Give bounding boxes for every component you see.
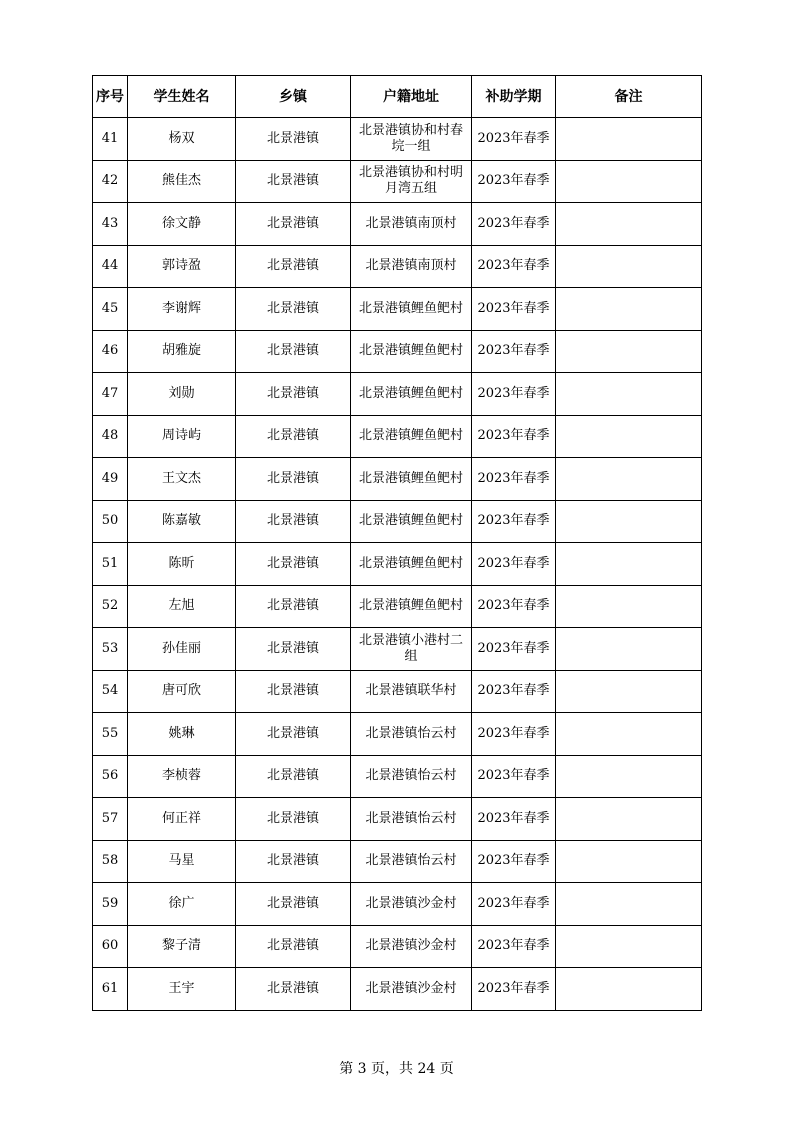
cell-subsidy-term: 2023年春季 xyxy=(472,585,556,628)
cell-township: 北景港镇 xyxy=(236,245,351,288)
cell-subsidy-term: 2023年春季 xyxy=(472,713,556,756)
cell-student-name: 王宇 xyxy=(128,968,236,1011)
cell-student-name: 唐可欣 xyxy=(128,670,236,713)
cell-township: 北景港镇 xyxy=(236,373,351,416)
cell-remarks xyxy=(556,585,702,628)
table-row xyxy=(93,373,702,416)
cell-index: 51 xyxy=(93,543,128,586)
cell-remarks xyxy=(556,160,702,203)
table-row xyxy=(93,500,702,543)
table-row xyxy=(93,925,702,968)
cell-township: 北景港镇 xyxy=(236,628,351,671)
cell-subsidy-term: 2023年春季 xyxy=(472,203,556,246)
cell-household-address: 北景港镇鲤鱼鲃村 xyxy=(351,500,472,543)
header-index: 序号 xyxy=(93,76,128,118)
cell-household-address: 北景港镇鲤鱼鲃村 xyxy=(351,458,472,501)
cell-student-name: 姚琳 xyxy=(128,713,236,756)
table-row xyxy=(93,415,702,458)
cell-township: 北景港镇 xyxy=(236,883,351,926)
cell-remarks xyxy=(556,288,702,331)
cell-index: 58 xyxy=(93,840,128,883)
cell-household-address: 北景港镇怡云村 xyxy=(351,840,472,883)
cell-index: 59 xyxy=(93,883,128,926)
cell-remarks xyxy=(556,968,702,1011)
cell-subsidy-term: 2023年春季 xyxy=(472,330,556,373)
cell-remarks xyxy=(556,543,702,586)
cell-township: 北景港镇 xyxy=(236,160,351,203)
cell-student-name: 王文杰 xyxy=(128,458,236,501)
table-row xyxy=(93,713,702,756)
cell-subsidy-term: 2023年春季 xyxy=(472,543,556,586)
table-row xyxy=(93,160,702,203)
cell-subsidy-term: 2023年春季 xyxy=(472,968,556,1011)
cell-subsidy-term: 2023年春季 xyxy=(472,415,556,458)
cell-student-name: 陈嘉敏 xyxy=(128,500,236,543)
cell-student-name: 马星 xyxy=(128,840,236,883)
cell-index: 45 xyxy=(93,288,128,331)
cell-household-address: 北景港镇怡云村 xyxy=(351,798,472,841)
header-household-address: 户籍地址 xyxy=(351,76,472,118)
cell-township: 北景港镇 xyxy=(236,925,351,968)
page-number-footer: 第 3 页，共 24 页 xyxy=(339,1061,454,1077)
cell-student-name: 胡雅旋 xyxy=(128,330,236,373)
cell-household-address: 北景港镇怡云村 xyxy=(351,755,472,798)
cell-township: 北景港镇 xyxy=(236,585,351,628)
cell-student-name: 左旭 xyxy=(128,585,236,628)
cell-township: 北景港镇 xyxy=(236,755,351,798)
cell-household-address: 北景港镇鲤鱼鲃村 xyxy=(351,585,472,628)
cell-subsidy-term: 2023年春季 xyxy=(472,500,556,543)
cell-subsidy-term: 2023年春季 xyxy=(472,840,556,883)
cell-index: 55 xyxy=(93,713,128,756)
cell-household-address: 北景港镇小港村二组 xyxy=(351,628,472,671)
table-row xyxy=(93,628,702,671)
cell-household-address: 北景港镇协和村春垸一组 xyxy=(351,118,472,161)
cell-index: 48 xyxy=(93,415,128,458)
cell-index: 54 xyxy=(93,670,128,713)
cell-township: 北景港镇 xyxy=(236,203,351,246)
cell-remarks xyxy=(556,500,702,543)
cell-subsidy-term: 2023年春季 xyxy=(472,925,556,968)
table-row xyxy=(93,840,702,883)
cell-household-address: 北景港镇南顶村 xyxy=(351,245,472,288)
table-row xyxy=(93,330,702,373)
cell-index: 49 xyxy=(93,458,128,501)
cell-township: 北景港镇 xyxy=(236,415,351,458)
cell-township: 北景港镇 xyxy=(236,840,351,883)
table-row xyxy=(93,585,702,628)
cell-township: 北景港镇 xyxy=(236,330,351,373)
cell-index: 44 xyxy=(93,245,128,288)
cell-remarks xyxy=(556,245,702,288)
cell-index: 56 xyxy=(93,755,128,798)
cell-student-name: 徐广 xyxy=(128,883,236,926)
cell-student-name: 陈昕 xyxy=(128,543,236,586)
table-row xyxy=(93,245,702,288)
cell-index: 53 xyxy=(93,628,128,671)
cell-household-address: 北景港镇鲤鱼鲃村 xyxy=(351,288,472,331)
cell-index: 61 xyxy=(93,968,128,1011)
cell-remarks xyxy=(556,798,702,841)
cell-remarks xyxy=(556,330,702,373)
header-township: 乡镇 xyxy=(236,76,351,118)
cell-remarks xyxy=(556,755,702,798)
cell-subsidy-term: 2023年春季 xyxy=(472,798,556,841)
cell-student-name: 杨双 xyxy=(128,118,236,161)
cell-township: 北景港镇 xyxy=(236,288,351,331)
table-row xyxy=(93,458,702,501)
cell-student-name: 熊佳杰 xyxy=(128,160,236,203)
cell-index: 41 xyxy=(93,118,128,161)
cell-student-name: 黎子清 xyxy=(128,925,236,968)
cell-subsidy-term: 2023年春季 xyxy=(472,883,556,926)
cell-household-address: 北景港镇南顶村 xyxy=(351,203,472,246)
cell-township: 北景港镇 xyxy=(236,968,351,1011)
cell-household-address: 北景港镇鲤鱼鲃村 xyxy=(351,330,472,373)
table-body xyxy=(93,118,702,1011)
cell-household-address: 北景港镇鲤鱼鲃村 xyxy=(351,543,472,586)
cell-township: 北景港镇 xyxy=(236,670,351,713)
cell-township: 北景港镇 xyxy=(236,458,351,501)
cell-household-address: 北景港镇鲤鱼鲃村 xyxy=(351,415,472,458)
cell-student-name: 周诗屿 xyxy=(128,415,236,458)
cell-remarks xyxy=(556,415,702,458)
cell-index: 43 xyxy=(93,203,128,246)
cell-index: 46 xyxy=(93,330,128,373)
table-row xyxy=(93,203,702,246)
cell-township: 北景港镇 xyxy=(236,713,351,756)
cell-subsidy-term: 2023年春季 xyxy=(472,245,556,288)
header-remarks: 备注 xyxy=(556,76,702,118)
cell-remarks xyxy=(556,670,702,713)
cell-household-address: 北景港镇协和村明月湾五组 xyxy=(351,160,472,203)
cell-index: 42 xyxy=(93,160,128,203)
cell-subsidy-term: 2023年春季 xyxy=(472,458,556,501)
table-row xyxy=(93,883,702,926)
cell-township: 北景港镇 xyxy=(236,798,351,841)
cell-index: 57 xyxy=(93,798,128,841)
cell-remarks xyxy=(556,373,702,416)
cell-subsidy-term: 2023年春季 xyxy=(472,160,556,203)
cell-subsidy-term: 2023年春季 xyxy=(472,755,556,798)
cell-student-name: 何正祥 xyxy=(128,798,236,841)
subsidy-table xyxy=(92,75,702,1011)
cell-remarks xyxy=(556,628,702,671)
cell-index: 60 xyxy=(93,925,128,968)
cell-student-name: 徐文静 xyxy=(128,203,236,246)
cell-index: 47 xyxy=(93,373,128,416)
cell-student-name: 李谢辉 xyxy=(128,288,236,331)
cell-index: 50 xyxy=(93,500,128,543)
table-row xyxy=(93,118,702,161)
cell-student-name: 刘勋 xyxy=(128,373,236,416)
table-row xyxy=(93,288,702,331)
cell-township: 北景港镇 xyxy=(236,118,351,161)
cell-township: 北景港镇 xyxy=(236,500,351,543)
cell-household-address: 北景港镇沙金村 xyxy=(351,968,472,1011)
subsidy-table-container xyxy=(92,75,701,1011)
cell-household-address: 北景港镇怡云村 xyxy=(351,713,472,756)
table-header-row xyxy=(93,76,702,118)
cell-household-address: 北景港镇联华村 xyxy=(351,670,472,713)
cell-remarks xyxy=(556,840,702,883)
cell-student-name: 郭诗盈 xyxy=(128,245,236,288)
cell-subsidy-term: 2023年春季 xyxy=(472,118,556,161)
table-row xyxy=(93,670,702,713)
cell-remarks xyxy=(556,118,702,161)
cell-remarks xyxy=(556,458,702,501)
cell-subsidy-term: 2023年春季 xyxy=(472,288,556,331)
cell-subsidy-term: 2023年春季 xyxy=(472,628,556,671)
cell-township: 北景港镇 xyxy=(236,543,351,586)
table-row xyxy=(93,543,702,586)
cell-subsidy-term: 2023年春季 xyxy=(472,670,556,713)
cell-remarks xyxy=(556,203,702,246)
table-row xyxy=(93,968,702,1011)
header-student-name: 学生姓名 xyxy=(128,76,236,118)
cell-student-name: 李桢蓉 xyxy=(128,755,236,798)
cell-subsidy-term: 2023年春季 xyxy=(472,373,556,416)
cell-household-address: 北景港镇鲤鱼鲃村 xyxy=(351,373,472,416)
table-row xyxy=(93,798,702,841)
header-subsidy-term: 补助学期 xyxy=(472,76,556,118)
table-row xyxy=(93,755,702,798)
cell-household-address: 北景港镇沙金村 xyxy=(351,925,472,968)
cell-remarks xyxy=(556,883,702,926)
cell-household-address: 北景港镇沙金村 xyxy=(351,883,472,926)
cell-remarks xyxy=(556,713,702,756)
cell-remarks xyxy=(556,925,702,968)
cell-student-name: 孙佳丽 xyxy=(128,628,236,671)
cell-index: 52 xyxy=(93,585,128,628)
